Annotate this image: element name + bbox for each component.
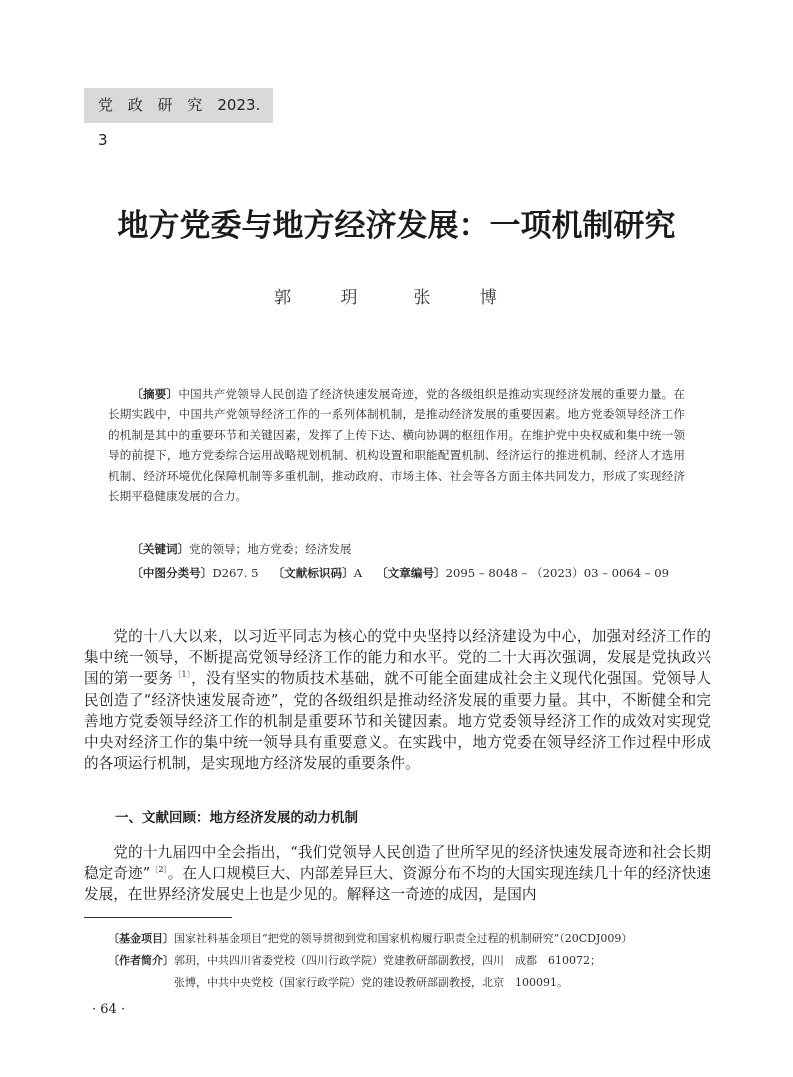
intro-text-b: ，没有坚实的物质技术基础，就不可能全面建成社会主义现代化强国。党领导人民创造了“经济快速发展奇迹”，党的各级组织是推动经济发展的重要力量。其中，不断健全和完善地方党委领导经济工作的机制是重要环节和关键因素。地方党委领导经济工作的成效对实现党中央对经济工作的集中统一领导具有重要意义。在实践中，地方党委在领导经济工作过程中形成的各项运行机制，是实现地方经济发展的重要条件。 <box>84 670 711 773</box>
funding-footnote <box>108 929 718 949</box>
section1-text-b: 。在人口规模巨大、内部差异巨大、资源分布不均的大国实现连续几十年的经济快速发展，在世界经济发展史上也是少见的。解释这一奇迹的成因，是国内 <box>84 865 711 904</box>
intro-text-a: 党的十八大以来，以习近平同志为核心的党中央坚持以经济建设为中心，加强对经济工作的集中统一领导，不断提高党领导经济工作的能力和水平。党的二十大再次强调，发展是党执政兴国的第一要务 <box>84 628 711 688</box>
page-number: · 64 · <box>92 1002 126 1017</box>
section1-paragraph <box>84 842 711 906</box>
keywords-line <box>108 539 698 559</box>
author-info-footnote-2 <box>174 973 784 993</box>
citation-1: 〔1〕 <box>173 670 192 680</box>
clc-value: D267. 5 <box>212 566 259 580</box>
author-info-footnote <box>108 951 718 971</box>
journal-issue: 2023. 3 <box>98 96 261 149</box>
author-info-1: 郭玥，中共四川省委党校（四川行政学院）党建教研部副教授，四川 成都 610072； <box>174 954 601 967</box>
clc-label: 〔中图分类号〕 <box>131 566 213 580</box>
article-title: 地方党委与地方经济发展：一项机制研究 <box>117 208 676 244</box>
funding-text: 国家社科基金项目“把党的领导贯彻到党和国家机构履行职责全过程的机制研究”（20CDJ009） <box>174 932 633 945</box>
abstract-text: 中国共产党领导人民创造了经济快速发展奇迹，党的各级组织是推动实现经济发展的重要力量。在长期实践中，中国共产党领导经济工作的一系列体制机制，是推动经济发展的重要因素。地方党委领导经济工作的机制是其中的重要环节和关键因素，发挥了上传下达、横向协调的枢纽作用。在维护党中央权威和集中统一领导的前提下，地方党委综合运用战略规划机制、机构设置和职能配置机制、经济运行的推进机制、经济人才选用机制、经济环境优化保障机制等多重机制，推动政府、市场主体、社会等各方面主体共同发力，形成了实现经济长期平稳健康发展的合力。 <box>108 387 685 504</box>
intro-paragraph <box>84 626 711 774</box>
keywords-label: 〔关键词〕 <box>131 542 190 556</box>
author-2: 张 博 <box>413 288 519 308</box>
doc-code-label: 〔文献标识码〕 <box>272 566 354 580</box>
journal-header-tab <box>84 88 273 149</box>
abstract-label: 〔摘要〕 <box>131 387 179 401</box>
journal-name: 党 政 研 究 <box>98 96 208 114</box>
funding-label: 〔基金项目〕 <box>108 932 174 945</box>
section1-text-a: 党的十九届四中全会指出，“我们党领导人民创造了世所罕见的经济快速发展奇迹和社会长期稳定奇迹” <box>84 844 711 883</box>
doc-code-value: A <box>353 566 363 580</box>
author-info-label: 〔作者简介〕 <box>108 954 174 967</box>
article-number-label: 〔文章编号〕 <box>376 566 446 580</box>
abstract <box>108 384 685 506</box>
citation-2: 〔2〕 <box>150 865 168 875</box>
article-number-value: 2095 – 8048 – （2023）03 – 0064 – 09 <box>445 566 670 580</box>
keywords-text: 党的领导；地方党委；经济发展 <box>189 542 352 556</box>
footnote-divider <box>84 917 232 918</box>
author-info-2: 张博，中共中央党校（国家行政学院）党的建设教研部副教授，北京 100091。 <box>174 976 568 989</box>
article-authors <box>0 286 793 310</box>
author-1: 郭 玥 <box>274 288 380 308</box>
classification-line <box>108 563 698 583</box>
section-heading-1: 一、文献回顾：地方经济发展的动力机制 <box>115 810 358 826</box>
